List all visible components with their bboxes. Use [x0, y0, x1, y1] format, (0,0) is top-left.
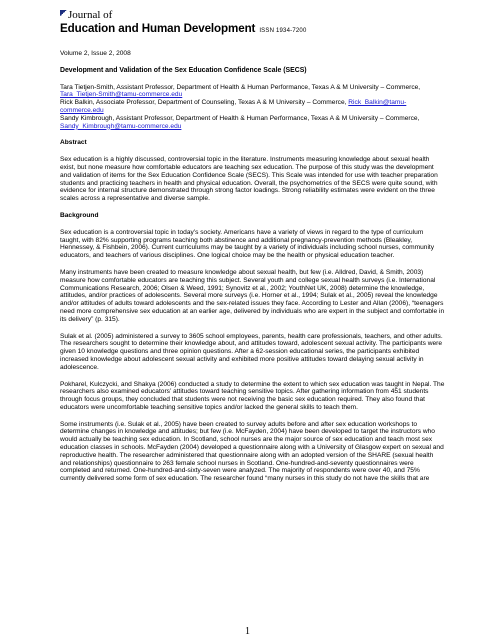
- author-1: [60, 84, 445, 100]
- background-paragraph-1: Sex education is a controversial topic in today’s society. Americans have a variety of views in regard to the type of curriculum taught, with 82% supporting programs teaching both abstinence and additional pregnancy-prevention methods (Bleakley, Hennessey, & Fishbein, 2006). Current curriculums may be taught by a variety of individuals including school nurses, community educators, and teachers of various disciplines. One logical choice may be the health or physical education teacher.: [60, 228, 435, 260]
- author-2-affiliation: Rick Balkin, Associate Professor, Department of Counseling, Texas A & M University – Commerce,: [60, 99, 349, 107]
- background-paragraph-2: Many instruments have been created to measure knowledge about sexual health, but few (i.e. Alldred, David, & Smith, 2003) measure how comfortable educators are teaching this subject. Several youth and college sexual health surveys (i.e. International Communications Research, 2006; Olsen & Weed, 1991; Synovitz et al., 2002; YouthNet UK, 2008) determine the knowledge, attitudes, and/or practices of adolescents. Several more surveys (i.e. Horner et al., 1994; Sulak et al., 2005) reveal the knowledge and/or attitudes of adults toward adolescents and the sex-related issues they face. According to Lester and Allan (2006), “teenagers need more comprehensive sex education at an earlier age, delivered by individuals who are expert in the subject and comfortable in its delivery” (p. 315).: [60, 268, 445, 323]
- background-heading: Background: [60, 211, 99, 219]
- abstract-text: Sex education is a highly discussed, controversial topic in the literature. Instruments measuring knowledge about sexual health exist, but none measure how comfortable educators are teaching sex education. The purpose of this study was the development and validation of items for the Sex Education Confidence Scale (SECS). This Scale was intended for use with teacher preparation students and practicing teachers in health and physical education. Overall, the psychometrics of the SECS were quite sound, with evidence for internal structure demonstrated through strong factor loadings. Strong reliability estimates were evident on the three scales across a representative and diverse sample.: [60, 156, 438, 203]
- author-1-affiliation: Tara Tietjen-Smith, Assistant Professor, Department of Health & Human Performance, Texas A & M University – Commerce,: [60, 83, 421, 91]
- article-body: [60, 50, 445, 492]
- journal-title: Education and Human Development: [60, 22, 256, 35]
- journal-logo-word: Journal of: [60, 10, 306, 21]
- journal-issn: ISSN 1934-7200: [259, 28, 307, 34]
- author-1-email-link[interactable]: Tara_Tietjen-Smith@tamu-commerce.edu: [60, 91, 183, 99]
- article-title: Development and Validation of the Sex Education Confidence Scale (SECS): [60, 66, 307, 74]
- journal-name: [60, 22, 306, 35]
- author-2-email-link[interactable]: Rick_Balkin@tamu-commerce.edu: [60, 99, 407, 114]
- abstract-heading: Abstract: [60, 139, 87, 147]
- volume-issue: Volume 2, Issue 2, 2008: [60, 50, 131, 57]
- background-paragraph-3: Sulak et al. (2005) administered a survey to 3605 school employees, parents, health care professionals, teachers, and other adults. The researchers sought to determine their knowledge about, and attitudes toward, adolescent sexual activity. The participants were given 10 knowledge questions and three opinion questions. After a 62-session educational series, the participants exhibited increased knowledge about adolescent sexual activity and exhibited more positive attitudes toward delaying sexual activity in adolescence.: [60, 332, 443, 371]
- author-3-email-link[interactable]: Sandy_Kimbrough@tamu-commerce.edu: [60, 122, 182, 130]
- background-paragraph-5: Some instruments (i.e. Sulak et al., 2005) have been created to survey adults before and after sex education workshops to determine changes in knowledge and attitudes; but few (i.e. McFayden, 2004) have been developed to target the instructors who would actually be teaching sex education. In Scotland, school nurses are the major source of sex education and teach most sex education classes in schools. McFayden (2004) developed a questionnaire along with a University of Glasgow expert on sexual and reproductive health. The researcher administered that questionnaire along with an adopted version of the SHARE (sexual health and relationships) questionnaire to 263 female school nurses in Scotland. One-hundred-and-seventy questionnaires were completed and returned. One-hundred-and-sixty-seven were analyzed. The majority of respondents were over 40, and 75% currently delivered some form of sex education. The researcher found “many nurses in this study do not have the skills that are: [60, 420, 444, 483]
- page-number: 1: [245, 626, 250, 637]
- author-list: [60, 84, 445, 131]
- author-3-affiliation: Sandy Kimbrough, Assistant Professor, Department of Health & Human Performance, Texas A & M University – Commerce,: [60, 114, 420, 122]
- author-3: [60, 115, 445, 131]
- background-paragraph-4: Pokharel, Kulczycki, and Shakya (2006) conducted a study to determine the extent to which sex education was taught in Nepal. The researchers also examined educators’ attitudes toward teaching sensitive topics. After gathering information from 451 students through focus groups, they concluded that students were not receiving the basic sex education required. They also found that educators were uncomfortable teaching sensitive topics and/or lacked the general skills to teach them.: [60, 380, 445, 411]
- author-2: [60, 99, 445, 115]
- journal-masthead: [60, 10, 306, 35]
